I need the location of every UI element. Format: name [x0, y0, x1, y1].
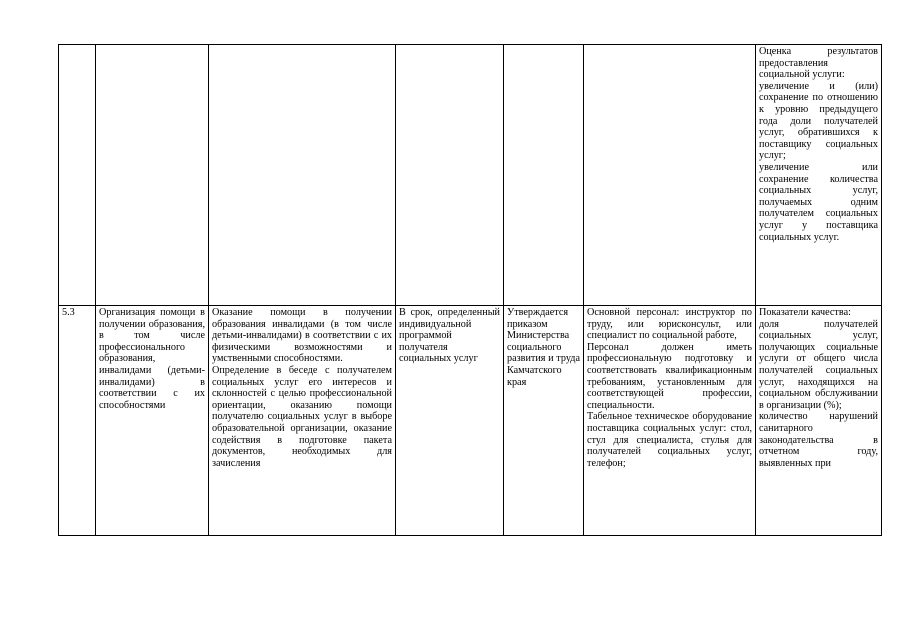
table-row-5-3 — [59, 306, 882, 536]
cell-tariff — [504, 45, 584, 306]
table-row-continuation — [59, 45, 882, 306]
cell-description — [209, 45, 396, 306]
cell-tariff: Утверждается приказом Министерства социального развития и труда Камчатского края — [504, 306, 584, 536]
cell-name: Организация помощи в получении образования, в том числе профессионального образования, инвалидами (детьми-инвалидами) в соответствии с их способностями — [96, 306, 209, 536]
cell-conditions — [584, 45, 756, 306]
cell-conditions: Основной персонал: инструктор по труду, или юрисконсульт, или специалист по социальной работе, Персонал должен иметь профессиональную подготовку и соответствовать квалификационным требованиям, установленным для соответствующей профессии, специальности. Табельное техническое оборудование поставщика социальных услуг: стол, стул для специалиста, стулья для получателей социальных услуг, телефон; — [584, 306, 756, 536]
cell-term — [396, 45, 504, 306]
cell-number: 5.3 — [59, 306, 96, 536]
cell-quality: Показатели качества: доля получателей социальных услуг, получающих социальные услуги от общего числа получателей социальных услуг, находящихся на социальном обслуживании в организации (%); количество нарушений санитарного законодательства в отчетном году, выявленных при — [756, 306, 882, 536]
cell-term: В срок, определенный индивидуальной программой получателя социальных услуг — [396, 306, 504, 536]
services-table — [58, 44, 882, 536]
cell-name — [96, 45, 209, 306]
cell-number — [59, 45, 96, 306]
cell-quality: Оценка результатов предоставления социальной услуги: увеличение и (или) сохранение по отношению к уровню предыдущего года доли получателей услуг, обратившихся к поставщику социальных услуг; увеличение или сохранение количества социальных услуг, получаемых одним получателем социальных услуг у поставщика социальных услуг. — [756, 45, 882, 306]
cell-description: Оказание помощи в получении образования инвалидами (в том числе детьми-инвалидами) в соответствии с их физическими возможностями и умственными способностями. Определение в беседе с получателем социальных услуг его интересов и склонностей с целью профессиональной ориентации, оказанию помощи получателю социальных услуг в выборе образовательной организации, оказание содействия в подготовке пакета документов, необходимых для зачисления — [209, 306, 396, 536]
